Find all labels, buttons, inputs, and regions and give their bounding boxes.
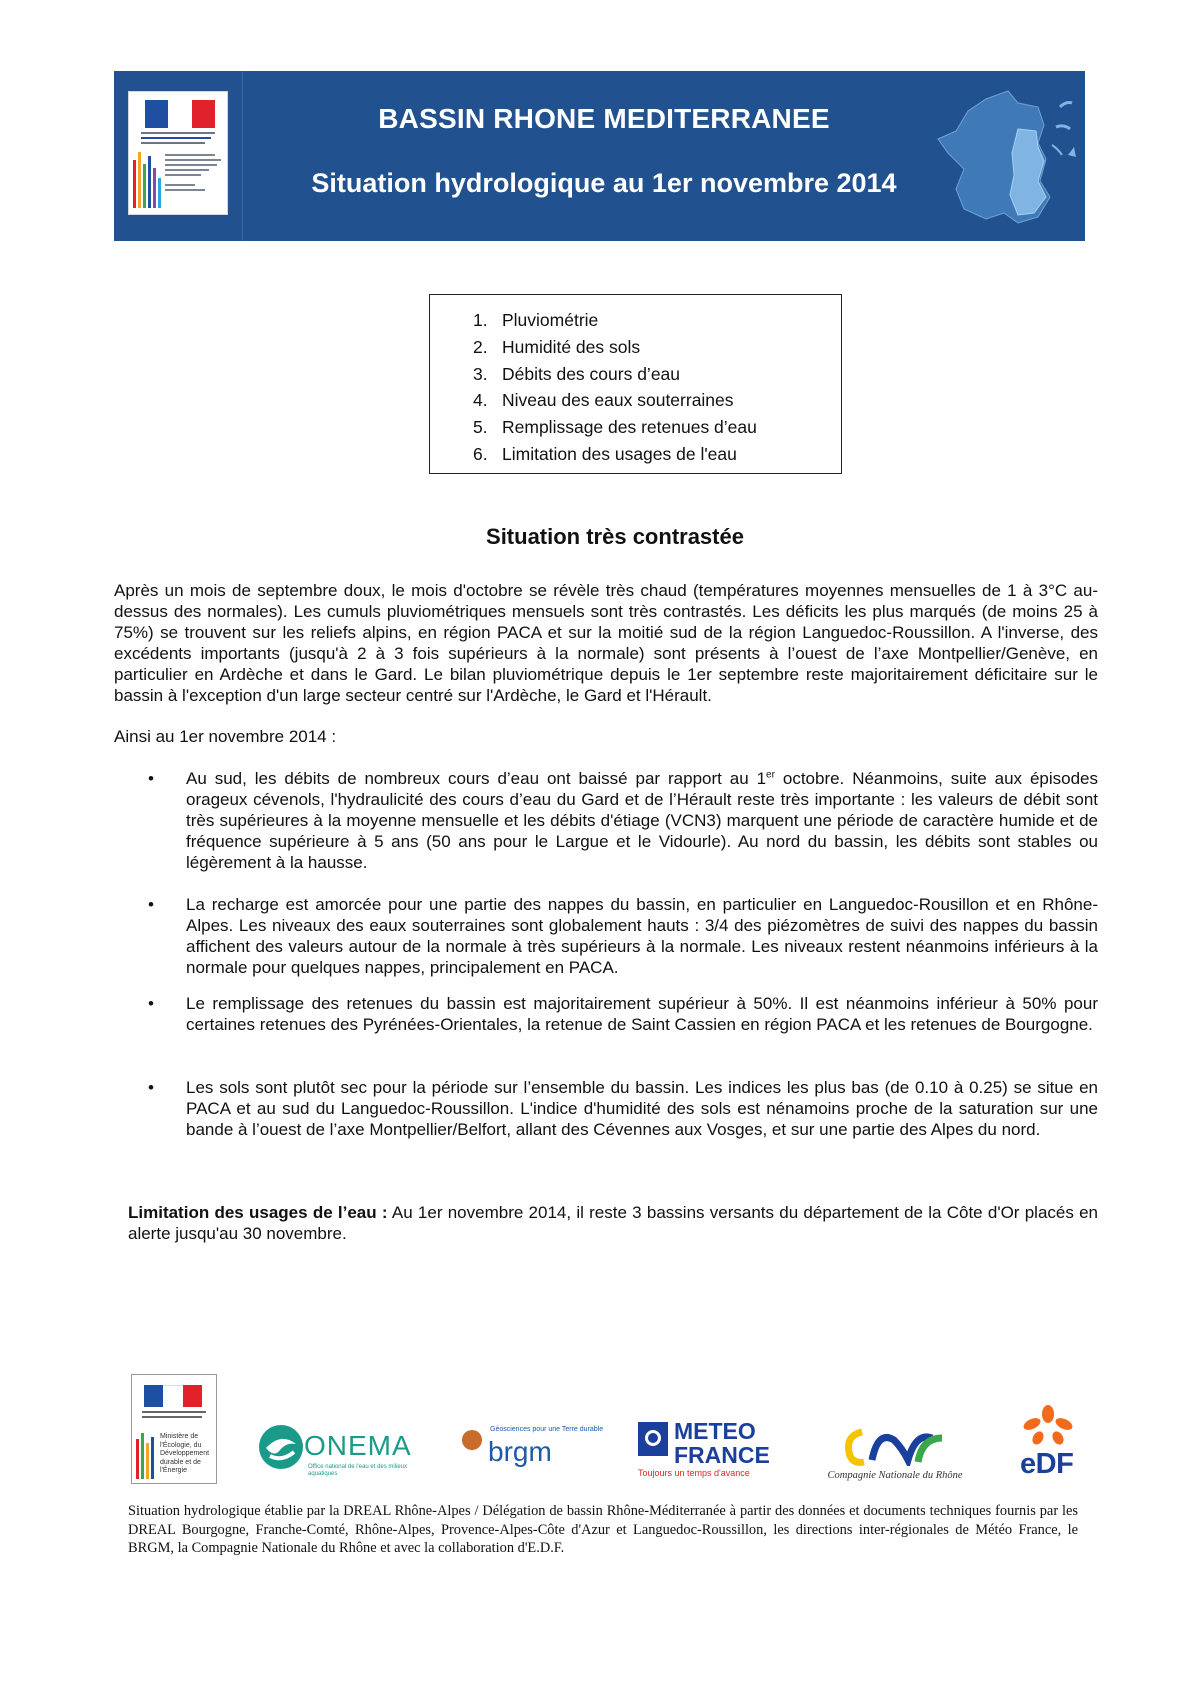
toc-item: 2. Humidité des sols [473,336,641,357]
bullet-icon: • [148,895,154,914]
toc-item: 6. Limitation des usages de l'eau [473,443,737,464]
cnr-waves-icon [840,1426,950,1466]
bullet-icon: • [148,994,154,1013]
meteo-france-logo: METEO FRANCE Toujours un temps d'avance [638,1418,770,1478]
table-of-contents [429,294,842,474]
bullet-icon: • [148,769,154,788]
republique-flag-icon [145,100,215,128]
france-map-icon [934,85,1079,230]
toc-item: 4. Niveau des eaux souterraines [473,390,734,411]
ministere-logo: Ministère de l'Écologie, du Développement durable et de l'Énergie [131,1374,217,1484]
bullet-icon: • [148,1078,154,1097]
brgm-dot-icon [462,1430,482,1450]
cnr-logo: Compagnie Nationale du Rhône [814,1426,976,1486]
intro-paragraph: Après un mois de septembre doux, le mois d'octobre se révèle très chaud (températures moyennes mensuelles de 1 à 3°C au-dessus des normales). Les cumuls pluviométriques mensuels sont très contrastés. Les déficits les plus marqués (de moins 25 à 75%) se trouvent sur les reliefs alpins, en région PACA et sur la moitié sud de la région Languedoc-Roussillon. A l'inverse, des excédents importants (jusqu'à 2 à 3 fois supérieurs à la normale) sont présents à l’ouest de l’axe Montpellier/Genève, en particulier en Ardèche et dans le Gard. Le bilan pluviométrique depuis le 1er septembre reste majoritairement déficitaire sur le bassin à l'exception d'un large secteur centré sur l'Ardèche, le Gard et l'Hérault. [114,581,1098,705]
header-banner [114,71,1085,241]
footer-note: Situation hydrologique établie par la DREAL Rhône-Alpes / Délégation de bassin Rhône-Méditerranée à partir des données et documents techniques fournis par les DREAL Bourgogne, Franche-Comté, Rhône-Alpes, Provence-Alpes-Côte d'Azur et Languedoc-Roussillon, les directions inter-régionales de Météo France, le BRGM, la Compagnie Nationale du Rhône et avec la collaboration d'E.D.F. [128,1503,1078,1556]
brgm-logo: Géosciences pour une Terre durable brgm [460,1426,580,1474]
dreal-bars-icon [133,152,163,208]
toc-item: 3. Débits des cours d’eau [473,363,681,384]
onema-logo: ONEMA Office national de l'eau et des milieux aquatiques [256,1422,412,1484]
edf-logo: eDF [1016,1404,1082,1484]
toc-item: 5. Remplissage des retenues d’eau [473,417,757,438]
edf-flower-icon [1018,1404,1078,1446]
toc-item: 1. Pluviométrie [473,310,599,330]
meteo-square-icon [638,1422,668,1456]
dreal-logo [128,91,228,215]
page-subtitle: Situation hydrologique au 1er novembre 2014 [311,168,897,198]
onema-swirl-icon [256,1422,306,1472]
limitation-paragraph: Limitation des usages de l’eau : Au 1er novembre 2014, il reste 3 bassins versants du département de la Côte d'Or placés en alerte jusqu'au 30 novembre. [128,1203,1099,1243]
section-title: Situation très contrastée [486,524,744,549]
page-title: BASSIN RHONE MEDITERRANEE [378,103,830,134]
ainsi-paragraph: Ainsi au 1er novembre 2014 : [114,727,337,746]
